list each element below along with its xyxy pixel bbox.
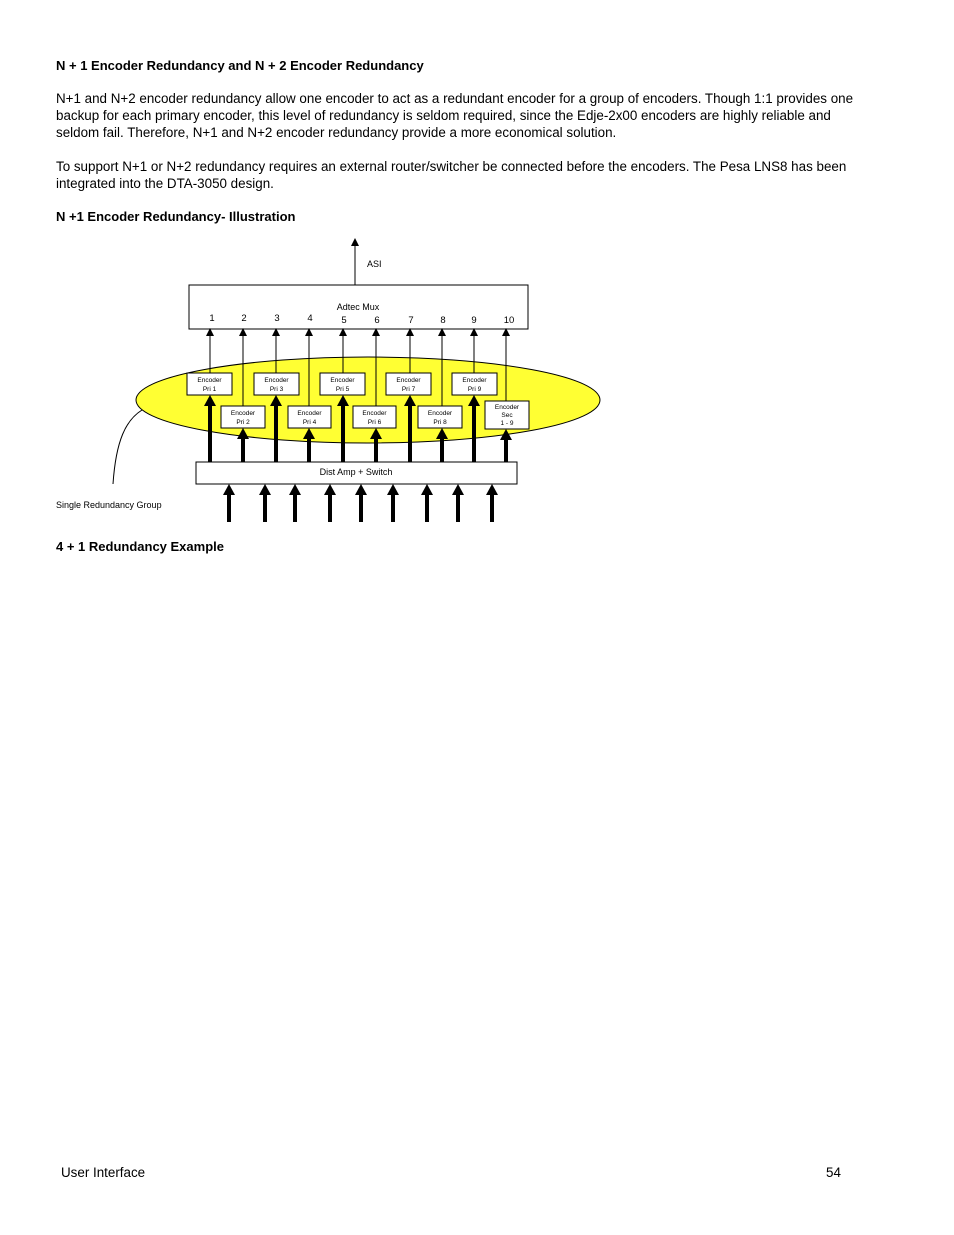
group-pointer-line: [113, 410, 142, 484]
encoder-label: Pri 6: [367, 419, 382, 426]
encoder-label: Pri 8: [433, 419, 447, 426]
redundancy-diagram: [50, 232, 605, 527]
encoder-label: Pri 5: [335, 386, 350, 393]
footer-section: User Interface: [61, 1165, 146, 1180]
encoder-label: Encoder: [362, 410, 387, 417]
switch-input-arrow-head: [223, 484, 235, 495]
switch-input-arrow-head: [486, 484, 498, 495]
encoder-label: Pri 4: [302, 419, 317, 426]
section-heading: N + 1 Encoder Redundancy and N + 2 Encoder Redundancy: [56, 58, 424, 73]
group-label: Single Redundancy Group: [56, 500, 162, 510]
mux-input-number: 3: [274, 313, 280, 324]
mux-input-number: 1: [209, 313, 215, 324]
mux-input-number: 9: [471, 315, 477, 326]
encoder-label: Encoder: [330, 377, 355, 384]
encoder-secondary-label: Encoder: [494, 404, 520, 411]
encoder-label: Pri 7: [401, 386, 416, 393]
mux-input-number: 10: [503, 315, 515, 326]
encoder-label: Pri 9: [467, 386, 482, 393]
redundancy-group-ellipse: [136, 357, 600, 443]
switch-input-arrow-head: [324, 484, 336, 495]
mux-input-number: 2: [241, 313, 247, 324]
mux-input-number: 5: [341, 315, 347, 326]
page-number: 54: [826, 1165, 841, 1180]
example-heading: 4 + 1 Redundancy Example: [56, 539, 224, 554]
switch-input-arrow-head: [421, 484, 433, 495]
encoder-label: Pri 1: [202, 386, 217, 393]
asi-label: ASI: [367, 259, 382, 269]
encoder-label: Encoder: [264, 377, 289, 384]
mux-input-number: 7: [408, 315, 414, 326]
encoder-label: Encoder: [427, 410, 453, 417]
intro-paragraph: N+1 and N+2 encoder redundancy allow one encoder to act as a redundant encoder for a group of encoders. Though 1:1 provides one backup for each primary encoder, this level of redundancy is seldom required, since the Edje-2x00 encoders are highly reliable and seldom fail. Therefore, N+1 and N+2 encoder redundancy provide a more economical solution.: [56, 91, 854, 140]
encoder-label: Encoder: [230, 410, 256, 417]
mux-input-number: 4: [307, 313, 313, 324]
encoder-label: Encoder: [462, 377, 487, 384]
mux-label: Adtec Mux: [336, 302, 380, 312]
encoder-label: Pri 2: [236, 419, 250, 426]
switch-input-arrow-head: [259, 484, 271, 495]
encoder-label: Pri 3: [269, 386, 284, 393]
support-paragraph: To support N+1 or N+2 redundancy requires an external router/switcher be connected before the encoders. The Pesa LNS8 has been integrated into the DTA-3050 design.: [56, 159, 847, 191]
switch-input-arrow-head: [387, 484, 399, 495]
encoder-label: Encoder: [297, 410, 322, 417]
illustration-heading: N +1 Encoder Redundancy- Illustration: [56, 209, 296, 224]
encoder-label: Encoder: [197, 377, 222, 384]
mux-input-number: 6: [374, 315, 380, 326]
encoder-secondary-label: Sec: [501, 412, 513, 419]
switch-input-arrow-head: [452, 484, 464, 495]
switch-label: Dist Amp + Switch: [319, 467, 393, 477]
switch-input-arrow-head: [289, 484, 301, 495]
switch-input-arrow-head: [355, 484, 367, 495]
encoder-label: Encoder: [396, 377, 421, 384]
encoder-secondary-label: 1 - 9: [500, 420, 514, 427]
mux-input-number: 8: [440, 315, 446, 326]
